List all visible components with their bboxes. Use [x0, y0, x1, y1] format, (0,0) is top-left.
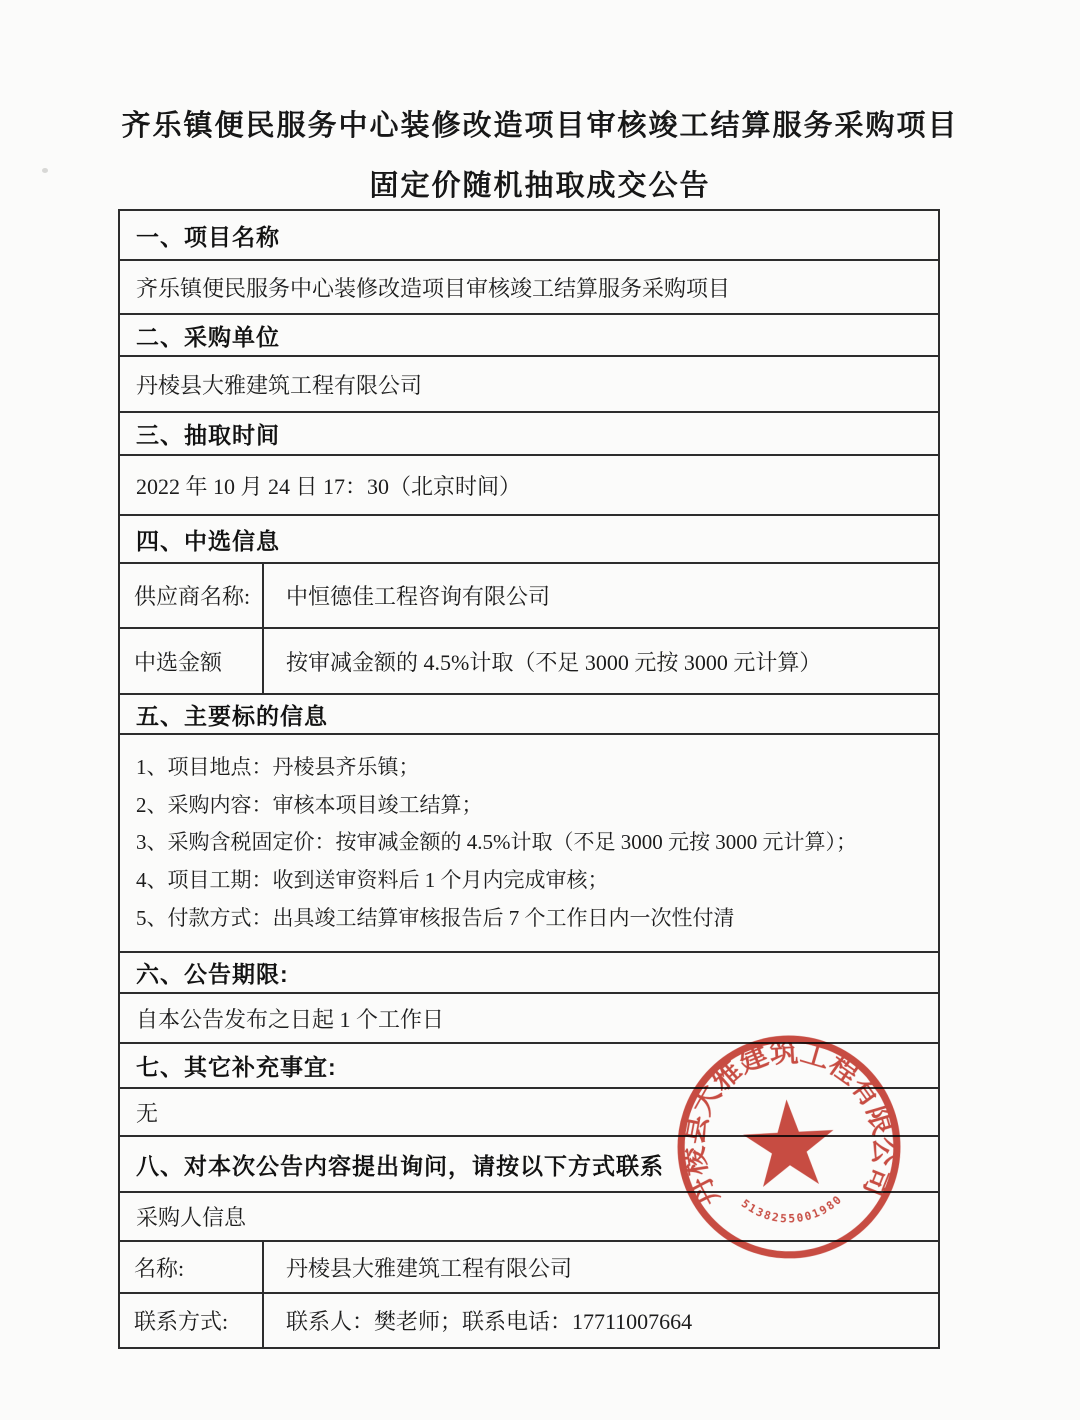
section-4-header: 四、中选信息 [120, 514, 938, 562]
announcement-table [118, 209, 940, 1349]
section-2-header: 二、采购单位 [120, 313, 938, 355]
seal-number-text: 5138255001980 [738, 1192, 846, 1226]
buyer-name-value: 丹棱县大雅建筑工程有限公司 [286, 1255, 573, 1281]
purchasing-unit-value: 丹棱县大雅建筑工程有限公司 [120, 355, 938, 411]
buyer-name-label: 名称: [120, 1242, 264, 1292]
supplier-value: 中恒德佳工程咨询有限公司 [286, 584, 551, 609]
list-item: 1、项目地点：丹棱县齐乐镇； [136, 755, 420, 780]
document-title-line1: 齐乐镇便民服务中心装修改造项目审核竣工结算服务采购项目 [121, 110, 959, 142]
section-3-header: 三、抽取时间 [120, 411, 938, 454]
subject-info-list [120, 733, 938, 951]
buyer-info-header: 采购人信息 [120, 1191, 938, 1240]
contact-label: 联系方式: [120, 1294, 264, 1347]
contact-value: 联系人：樊老师；联系电话：17711007664 [286, 1309, 693, 1334]
section-8-header: 八、对本次公告内容提出询问，请按以下方式联系 [120, 1135, 938, 1191]
award-amount-label: 中选金额 [120, 629, 264, 693]
buyer-name-row [120, 1240, 938, 1292]
list-item: 3、采购含税固定价：按审减金额的 4.5%计取（不足 3000 元按 3000 元计算）； [136, 830, 857, 855]
section-6-header: 六、公告期限: [120, 951, 938, 992]
announcement-period-value: 自本公告发布之日起 1 个工作日 [120, 992, 938, 1042]
contact-row [120, 1292, 938, 1347]
seal-company-text: 丹棱县大雅建筑工程有限公司 [677, 1035, 901, 1212]
document-title-line2: 固定价随机抽取成交公告 [369, 170, 711, 202]
list-item: 4、项目工期：收到送审资料后 1 个月内完成审核； [136, 867, 609, 892]
award-amount-value: 按审减金额的 4.5%计取（不足 3000 元按 3000 元计算） [286, 649, 822, 675]
project-name-value: 齐乐镇便民服务中心装修改造项目审核竣工结算服务采购项目 [120, 259, 938, 313]
supplier-label: 供应商名称: [120, 564, 264, 627]
draw-time-value: 2022 年 10 月 24 日 17：30（北京时间） [120, 454, 938, 514]
list-item: 2、采购内容：审核本项目竣工结算； [136, 792, 483, 817]
award-amount-row [120, 627, 938, 693]
supplier-row [120, 562, 938, 627]
list-item: 5、付款方式：出具竣工结算审核报告后 7 个工作日内一次性付清 [136, 905, 735, 930]
section-7-header: 七、其它补充事宜: [120, 1042, 938, 1087]
supplementary-value: 无 [120, 1087, 938, 1135]
section-5-header: 五、主要标的信息 [120, 693, 938, 733]
section-1-header: 一、项目名称 [136, 223, 280, 250]
